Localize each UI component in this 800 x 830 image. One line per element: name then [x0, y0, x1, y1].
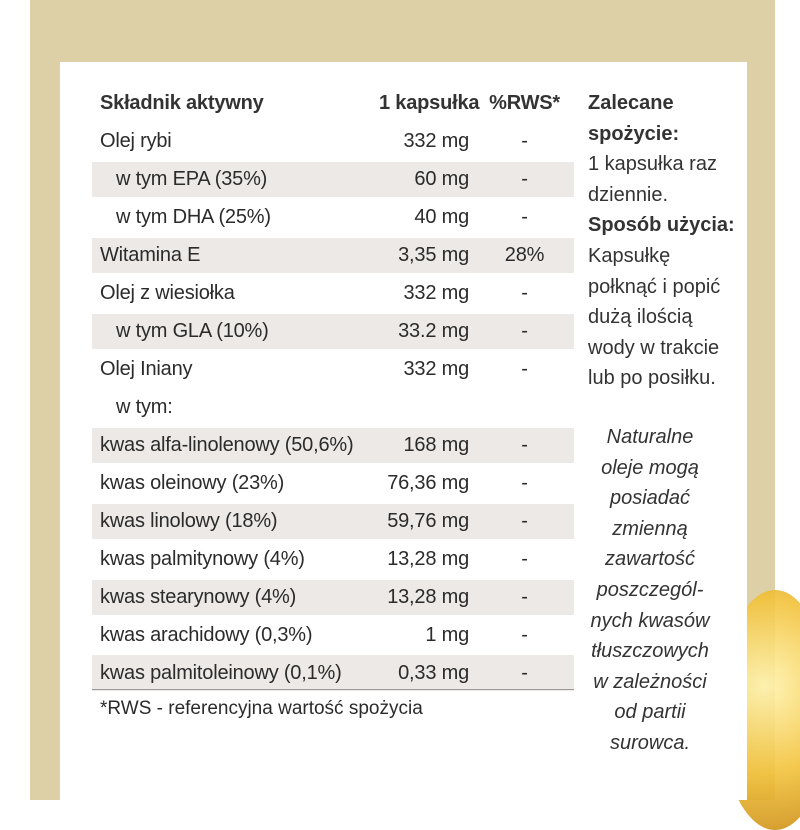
note-line: Naturalne [606, 426, 694, 448]
rws-cell: - [521, 205, 528, 228]
ingredient-cell: kwas stearynowy (4%) [100, 585, 297, 608]
rws-cell: - [521, 129, 528, 152]
rws-cell: - [521, 281, 528, 304]
note-line: zawartość [604, 548, 696, 571]
table-row [92, 162, 574, 197]
per-capsule-cell: 332 mg [403, 357, 469, 380]
oil-variability-note [580, 422, 720, 759]
per-capsule-cell: 40 mg [414, 205, 469, 228]
ingredient-cell: Olej z wiesiołka [100, 281, 235, 304]
dosage-info [588, 88, 738, 394]
usage-title: Sposób użycia: [588, 214, 735, 237]
rws-cell: - [521, 661, 528, 684]
ingredient-cell: w tym DHA (25%) [116, 205, 271, 228]
frame-top [30, 0, 775, 62]
per-capsule-cell: 332 mg [403, 129, 469, 152]
usage-line: połknąć i popić [588, 275, 721, 298]
rws-cell: - [521, 471, 528, 494]
table-row [92, 200, 574, 235]
per-capsule-cell: 1 mg [425, 623, 469, 646]
per-capsule-cell: 13,28 mg [387, 547, 469, 570]
ingredient-cell: kwas oleinowy (23%) [100, 471, 285, 494]
ingredient-cell: kwas palmitynowy (4%) [100, 547, 305, 570]
note-line: od partii [614, 701, 686, 724]
table-row [92, 238, 574, 273]
ingredient-cell: kwas palmitoleinowy (0,1%) [100, 661, 342, 684]
usage-text [588, 241, 738, 394]
per-capsule-cell: 13,28 mg [387, 585, 469, 608]
per-capsule-cell: 60 mg [414, 167, 469, 190]
dosage-text-2: dziennie. [588, 183, 669, 206]
dosage-title-2: spożycie: [588, 122, 680, 145]
table-header-row [92, 86, 574, 121]
note-line: tłuszczowych [591, 640, 709, 663]
ingredient-cell: w tym EPA (35%) [116, 167, 268, 190]
rws-cell: - [521, 167, 528, 190]
ingredient-cell: w tym: [116, 395, 173, 418]
table-row [92, 504, 574, 539]
ingredient-cell: kwas alfa-linolenowy (50,6%) [100, 433, 354, 456]
table-row [92, 542, 574, 577]
table-row [92, 390, 574, 425]
usage-line: Kapsułkę [588, 244, 671, 267]
table-row [92, 580, 574, 615]
header-ingredient: Składnik aktywny [100, 92, 264, 114]
ingredient-cell: kwas linolowy (18%) [100, 509, 278, 532]
per-capsule-cell: 332 mg [403, 281, 469, 304]
dosage-text-1: 1 kapsułka raz [588, 153, 717, 176]
rws-cell: - [521, 547, 528, 570]
table-row [92, 466, 574, 501]
rws-cell: - [521, 509, 528, 532]
rws-cell: - [521, 585, 528, 608]
table-bottom-rule [92, 689, 574, 690]
header-rws: %RWS* [489, 92, 560, 114]
table-row [92, 617, 574, 652]
note-line: w zależności [593, 670, 707, 693]
note-line: zmienną [612, 517, 688, 540]
usage-line: dużą ilością [588, 306, 693, 329]
table-body [92, 124, 574, 691]
ingredient-cell: Olej Iniany [100, 357, 193, 380]
table-row [92, 276, 574, 311]
frame-left [30, 0, 60, 800]
table-row [92, 352, 574, 387]
note-line: oleje mogą [601, 456, 699, 479]
rws-cell: - [521, 433, 528, 456]
table-row [92, 124, 574, 159]
dosage-title-1: Zalecane [588, 92, 674, 114]
ingredient-cell: w tym GLA (10%) [116, 319, 269, 342]
note-line: poszczegól- [596, 578, 704, 601]
nutrition-table [92, 86, 574, 693]
rws-cell: 28% [504, 243, 545, 266]
table-row [92, 428, 574, 463]
ingredient-cell: Witamina E [100, 243, 201, 266]
ingredient-cell: kwas arachidowy (0,3%) [100, 623, 313, 646]
rws-cell: - [521, 357, 528, 380]
rws-cell: - [521, 623, 528, 646]
per-capsule-cell: 3,35 mg [398, 243, 469, 266]
usage-line: lub po posiłku. [588, 367, 716, 390]
per-capsule-cell: 33.2 mg [398, 319, 469, 342]
ingredient-cell: Olej rybi [100, 129, 172, 152]
table-row [92, 655, 574, 690]
header-per-capsule: 1 kapsułka [379, 92, 480, 114]
note-line: posiadać [609, 487, 691, 510]
per-capsule-cell: 0,33 mg [398, 661, 469, 684]
usage-line: wody w trakcie [588, 336, 720, 359]
rws-footnote: *RWS - referencyjna wartość spożycia [100, 698, 423, 719]
note-line: surowca. [609, 731, 691, 754]
note-line: nych kwasów [590, 609, 710, 632]
per-capsule-cell: 168 mg [403, 433, 469, 456]
table-row [92, 314, 574, 349]
rws-cell: - [521, 319, 528, 342]
per-capsule-cell: 59,76 mg [387, 509, 469, 532]
per-capsule-cell: 76,36 mg [387, 471, 469, 494]
